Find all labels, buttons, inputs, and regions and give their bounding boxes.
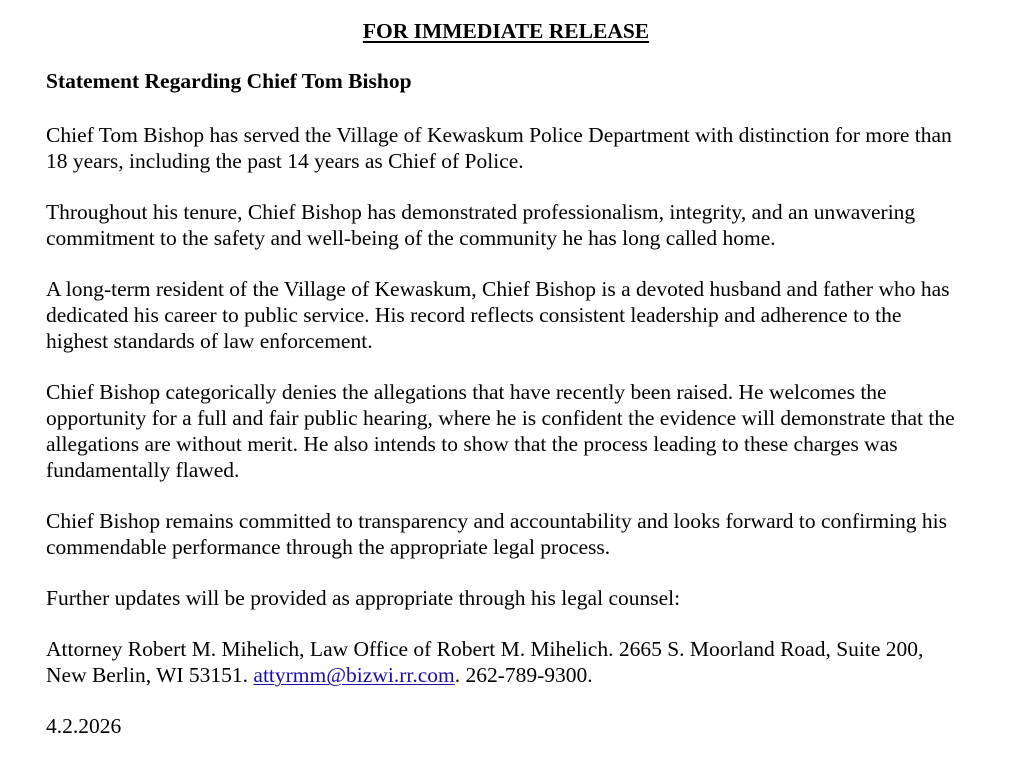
attorney-address: Attorney Robert M. Mihelich, Law Office of Robert M. Mihelich. 2665 S. Moorland Road, Suite 200, New Berlin, WI 53151. <box>46 637 924 687</box>
attorney-contact <box>46 636 966 688</box>
attorney-phone: . 262-789-9300. <box>454 663 593 687</box>
press-release-document <box>46 18 966 739</box>
paragraph-resident: A long-term resident of the Village of Kewaskum, Chief Bishop is a devoted husband and father who has dedicated his career to public service. His record reflects consistent leadership and adherence to the highest standards of law enforcement. <box>46 277 950 353</box>
paragraph-denial: Chief Bishop categorically denies the allegations that have recently been raised. He welcomes the opportunity for a full and fair public hearing, where he is confident the evidence will demonstrate that the allegations are without merit. He also intends to show that the process leading to these charges was fundamentally flawed. <box>46 380 955 482</box>
release-date: 4.2.2026 <box>46 714 122 738</box>
release-heading: FOR IMMEDIATE RELEASE <box>362 19 650 43</box>
paragraph-updates: Further updates will be provided as appropriate through his legal counsel: <box>46 586 681 610</box>
statement-title: Statement Regarding Chief Tom Bishop <box>46 69 412 93</box>
paragraph-tenure: Throughout his tenure, Chief Bishop has demonstrated professionalism, integrity, and an unwavering commitment to the safety and well-being of the community he has long called home. <box>46 200 916 250</box>
attorney-email-link[interactable]: attyrmm@bizwi.rr.com <box>253 663 455 687</box>
paragraph-commitment: Chief Bishop remains committed to transparency and accountability and looks forward to confirming his commendable performance through the appropriate legal process. <box>46 509 947 559</box>
paragraph-service-record: Chief Tom Bishop has served the Village of Kewaskum Police Department with distinction for more than 18 years, including the past 14 years as Chief of Police. <box>46 123 952 173</box>
